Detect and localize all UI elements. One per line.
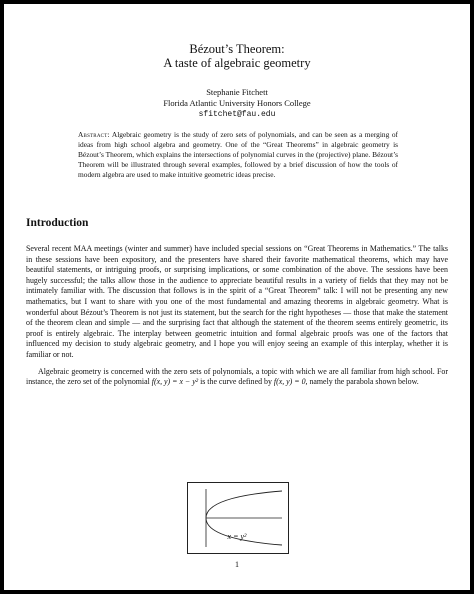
equation-f: f(x, y) = x − y²	[151, 377, 199, 387]
paragraph-2	[26, 367, 448, 388]
document-page	[4, 4, 470, 590]
author-email: sfitchet@fau.edu	[198, 110, 276, 119]
author-name: Stephanie Fitchett	[206, 87, 268, 97]
abstract-heading: Abstract:	[78, 130, 110, 139]
parabola-plot	[188, 483, 288, 553]
equation-zero-set: f(x, y) = 0	[273, 377, 306, 387]
parabola-figure	[187, 482, 289, 554]
author-affiliation: Florida Atlantic University Honors College	[163, 98, 311, 108]
abstract-text: Algebraic geometry is the study of zero sets of polynomials, and can be seen as a merging of ideas from high school algebra and geometry. One of the “Great Theorems” in algebraic geometry is Bézout’s Theorem, which explains the intersections of polynomial curves in the (projective) plane. Bézout’s Theorem will be illustrated through several examples, followed by a brief discussion of how the tools of modern algebra are used to make intuitive geometric ideas precise.	[78, 130, 398, 179]
paragraph-2-text-b: is the curve defined by	[198, 377, 274, 387]
page-number: 1	[235, 560, 239, 569]
body-text	[26, 244, 448, 388]
abstract	[78, 130, 398, 180]
paragraph-1: Several recent MAA meetings (winter and summer) have included special sessions on “Great Theorems in Mathematics.” The talks in these sessions have been expository, and the presenters have shared their favorite mathematical theorems, which may have beautiful statements, or intriguing proofs, or surprising implications, or some combination of the above. The sessions have been hugely successful; the talks allow those in the audience to appreciate beautiful results in a variety of fields that they may not be intimately familiar with. The discussion that follows is in the spirit of a “Great Theorem” talk: I will not be presenting any new mathematics, but I want to share with you one of the most fundamental and amazing theorems in algebraic geometry. What is wonderful about Bézout’s Theorem is not just its statement, but the search for the right hypotheses — those that make the statement of the theorem clean and simple — and the surprising fact that although the statement of the theorem seems entirely geometric, its proof is entirely algebraic. The interplay between geometric intuition and formal algebraic proofs was one of the factors that influenced my decision to study algebraic geometry, and I hope you will enjoy seeing an example of this interplay, whether it is familiar or not.	[26, 244, 448, 359]
paper-title	[4, 42, 470, 70]
author-block	[4, 87, 470, 120]
title-line-1: Bézout’s Theorem:	[189, 42, 285, 56]
paragraph-2-text-a: Algebraic geometry is concerned with the zero sets of polynomials, a topic with which we are all familiar from high school. For instance, the zero set of the polynomial	[26, 366, 448, 387]
title-line-2: A taste of algebraic geometry	[163, 56, 311, 70]
figure-caption: x = y²	[227, 532, 247, 541]
paragraph-2-text-c: , namely the parabola shown below.	[305, 377, 419, 387]
section-heading: Introduction	[26, 217, 89, 229]
